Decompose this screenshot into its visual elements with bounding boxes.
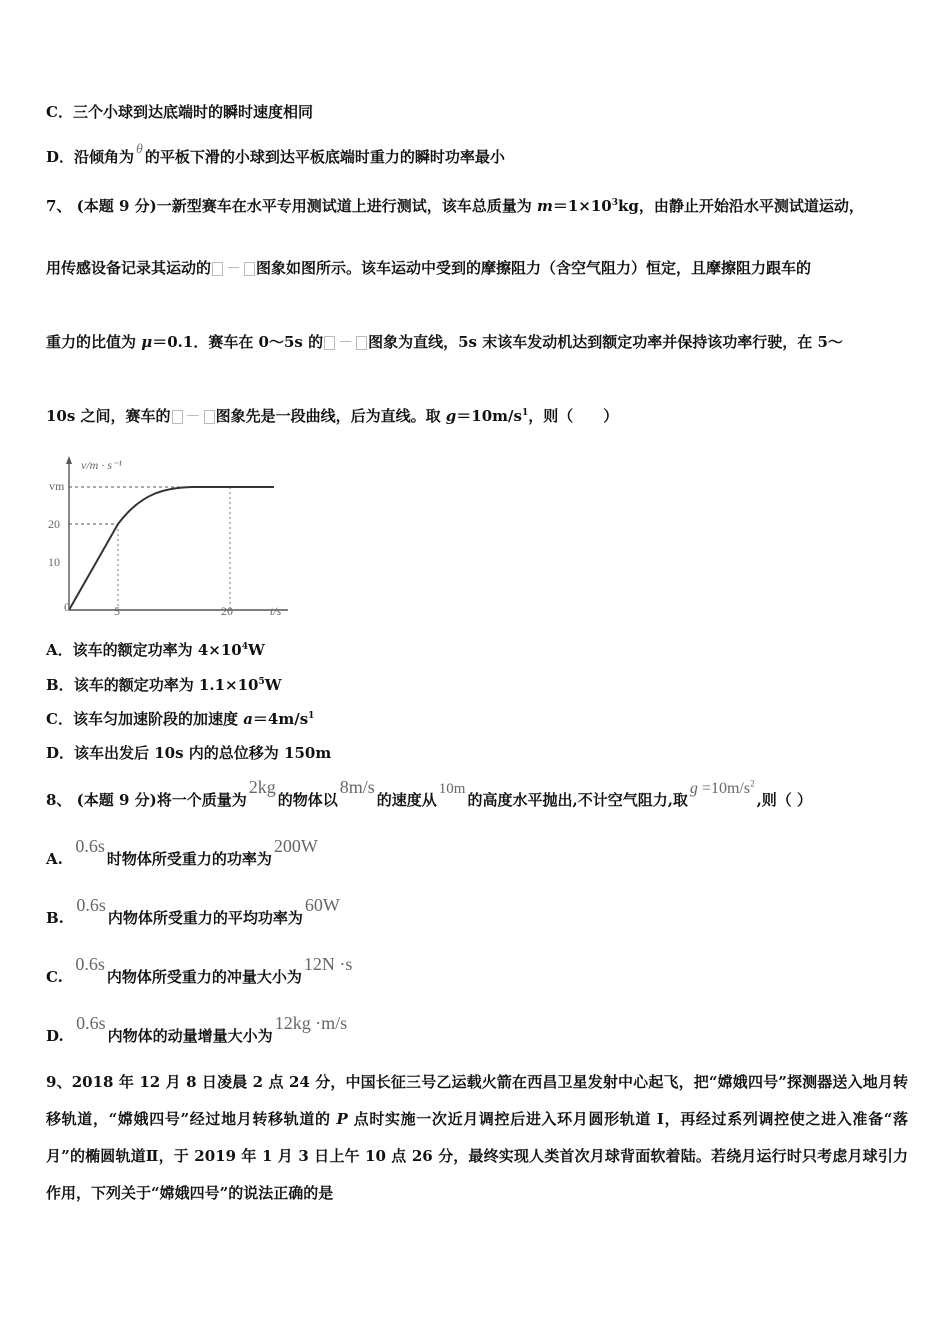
q7-option-a: A．该车的额定功率为 $4\times 10^4W$: [46, 641, 265, 659]
q6-option-d: D．沿倾角为 θ 的平板下滑的小球到达平板底端时重力的瞬时功率最小: [46, 142, 505, 166]
missing-glyph-icon: [356, 336, 367, 350]
q7-stem-line3: 重力的比值为 μ＝0.1．赛车在 0～5s 的 － 图象为直线，5s 末该车发动机达到额定功率并保持该功率行驶，在 5～: [46, 333, 843, 351]
y-tick-10: 10: [48, 555, 60, 569]
q7-option-c: C．该车匀加速阶段的加速度 $a=4m/s^1$: [46, 710, 315, 728]
q6-option-c: C．三个小球到达底端时的瞬时速度相同: [46, 103, 313, 121]
x-tick-5: 5: [114, 604, 120, 618]
missing-glyph-icon: [204, 410, 215, 424]
missing-glyph-icon: [172, 410, 183, 424]
missing-glyph-icon: [324, 336, 335, 350]
x-tick-0: 0: [64, 600, 70, 614]
q8-option-a: A. 0.6s时物体所受重力的功率为200W: [46, 836, 318, 868]
y-tick-20: 20: [48, 517, 60, 531]
q8-option-d: D. 0.6s内物体的动量增量大小为12kg ·m/s: [46, 1013, 348, 1045]
y-axis-arrow: [66, 456, 72, 464]
q7-option-b: B．该车的额定功率为 $1.1\times 10^5W$: [46, 676, 282, 694]
vm-label: vm: [49, 479, 65, 493]
x-tick-20: 20: [221, 604, 233, 618]
q9-stem: 9、2018 年 12 月 8 日凌晨 2 点 24 分，中国长征三号乙运载火箭在西昌卫星发射中心起飞，把“嫦娥四号”探测器送入地月转移轨道，“嫦娥四号”经过地月转移轨道的 P 点时实施一次近月调控后进入环月圆形轨道 I，再经过系列调控使之进入准备“落月”的椭圆轨道Ⅱ，于 2019 年 1 月 3 日上午 10 点 26 分，最终实现人类首次月球背面软着陆。若绕月运行时只考虑月球引力作用，下列关于“嫦娥四号”的说法正确的是: [46, 1073, 908, 1202]
q7-option-d: D．该车出发后 10s 内的总位移为 150m: [46, 744, 332, 762]
theta-symbol: θ: [136, 142, 143, 157]
q8-option-b: B. 0.6s内物体所受重力的平均功率为60W: [46, 895, 340, 927]
q7-stem-line1: 7、 (本题 9 分)一新型赛车在水平专用测试道上进行测试，该车总质量为 $m=1\times 10^3kg$，由静止开始沿水平测试道运动，: [46, 197, 864, 215]
q8-option-c: C. 0.6s内物体所受重力的冲量大小为12N ·s: [46, 954, 353, 986]
q7-stem-line4: 10s 之间，赛车的 － 图象先是一段曲线，后为直线。取 $g=10m/s^1$，则（ ）: [46, 407, 619, 425]
missing-glyph-icon: [244, 262, 255, 276]
missing-glyph-icon: [212, 262, 223, 276]
q8-stem: 8、 (本题 9 分)将一个质量为2kg的物体以8m/s的速度从10m的高度水平抛出,不计空气阻力,取$g =10m/s^2$,则（ ）: [46, 777, 813, 809]
y-axis-label: v/m · s⁻¹: [81, 458, 122, 472]
q7-stem-line2: 用传感设备记录其运动的 － 图象如图所示。该车运动中受到的摩擦阻力（含空气阻力）恒定，且摩擦阻力跟车的: [46, 259, 812, 277]
vt-graph: [44, 452, 294, 622]
x-axis-label: t/s: [270, 604, 282, 618]
velocity-curve: [69, 487, 274, 610]
